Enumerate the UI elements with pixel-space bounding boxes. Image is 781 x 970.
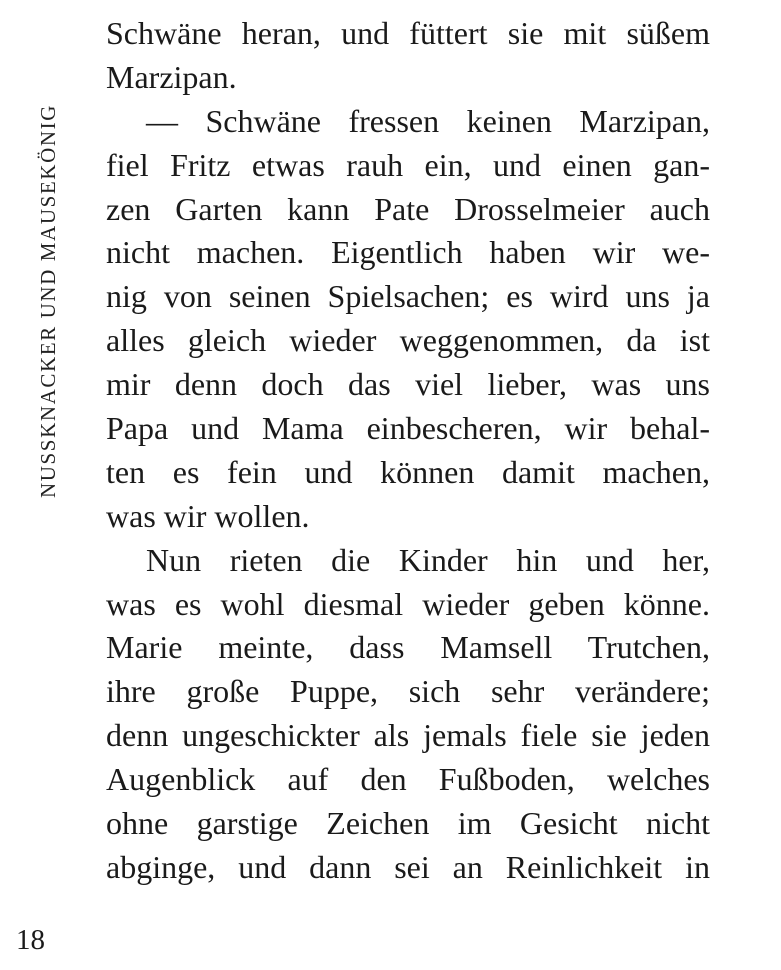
text-line: zen Garten kann Pate Drosselmeier auch	[106, 190, 710, 227]
text-line: ihre große Puppe, sich sehr verändere;	[106, 673, 710, 710]
text-line: abginge, und dann sei an Reinlichkeit in	[106, 848, 710, 885]
text-line: was es wohl diesmal wieder geben könne.	[106, 585, 710, 622]
text-line: nig von seinen Spielsachen; es wird uns ja	[106, 278, 710, 315]
text-line: — Schwäne fressen keinen Marzipan,	[146, 102, 710, 139]
text-line: Marie meinte, dass Mamsell Trutchen,	[106, 629, 710, 666]
running-head: NUSSKNACKER UND MAUSEKÖNIG	[36, 104, 60, 498]
text-line: Augenblick auf den Fußboden, welches	[106, 761, 710, 798]
text-line: fiel Fritz etwas rauh ein, und einen gan-	[106, 146, 710, 183]
text-line: mir denn doch das viel lieber, was uns	[106, 366, 710, 403]
text-line: Nun rieten die Kinder hin und her,	[146, 541, 710, 578]
text-line: nicht machen. Eigentlich haben wir we-	[106, 234, 710, 271]
text-line: Marzipan.	[106, 58, 237, 95]
body-text	[106, 12, 710, 890]
text-line: was wir wollen.	[106, 497, 310, 534]
text-line: ohne garstige Zeichen im Gesicht nicht	[106, 805, 710, 842]
text-line: denn ungeschickter als jemals fiele sie jeden	[106, 717, 710, 754]
text-line: Schwäne heran, und füttert sie mit süßem	[106, 15, 710, 51]
text-line: alles gleich wieder weggenommen, da ist	[106, 322, 710, 359]
page-number: 18	[16, 924, 45, 956]
text-line: ten es fein und können damit machen,	[106, 453, 710, 490]
text-line: Papa und Mama einbescheren, wir behal-	[106, 410, 710, 447]
